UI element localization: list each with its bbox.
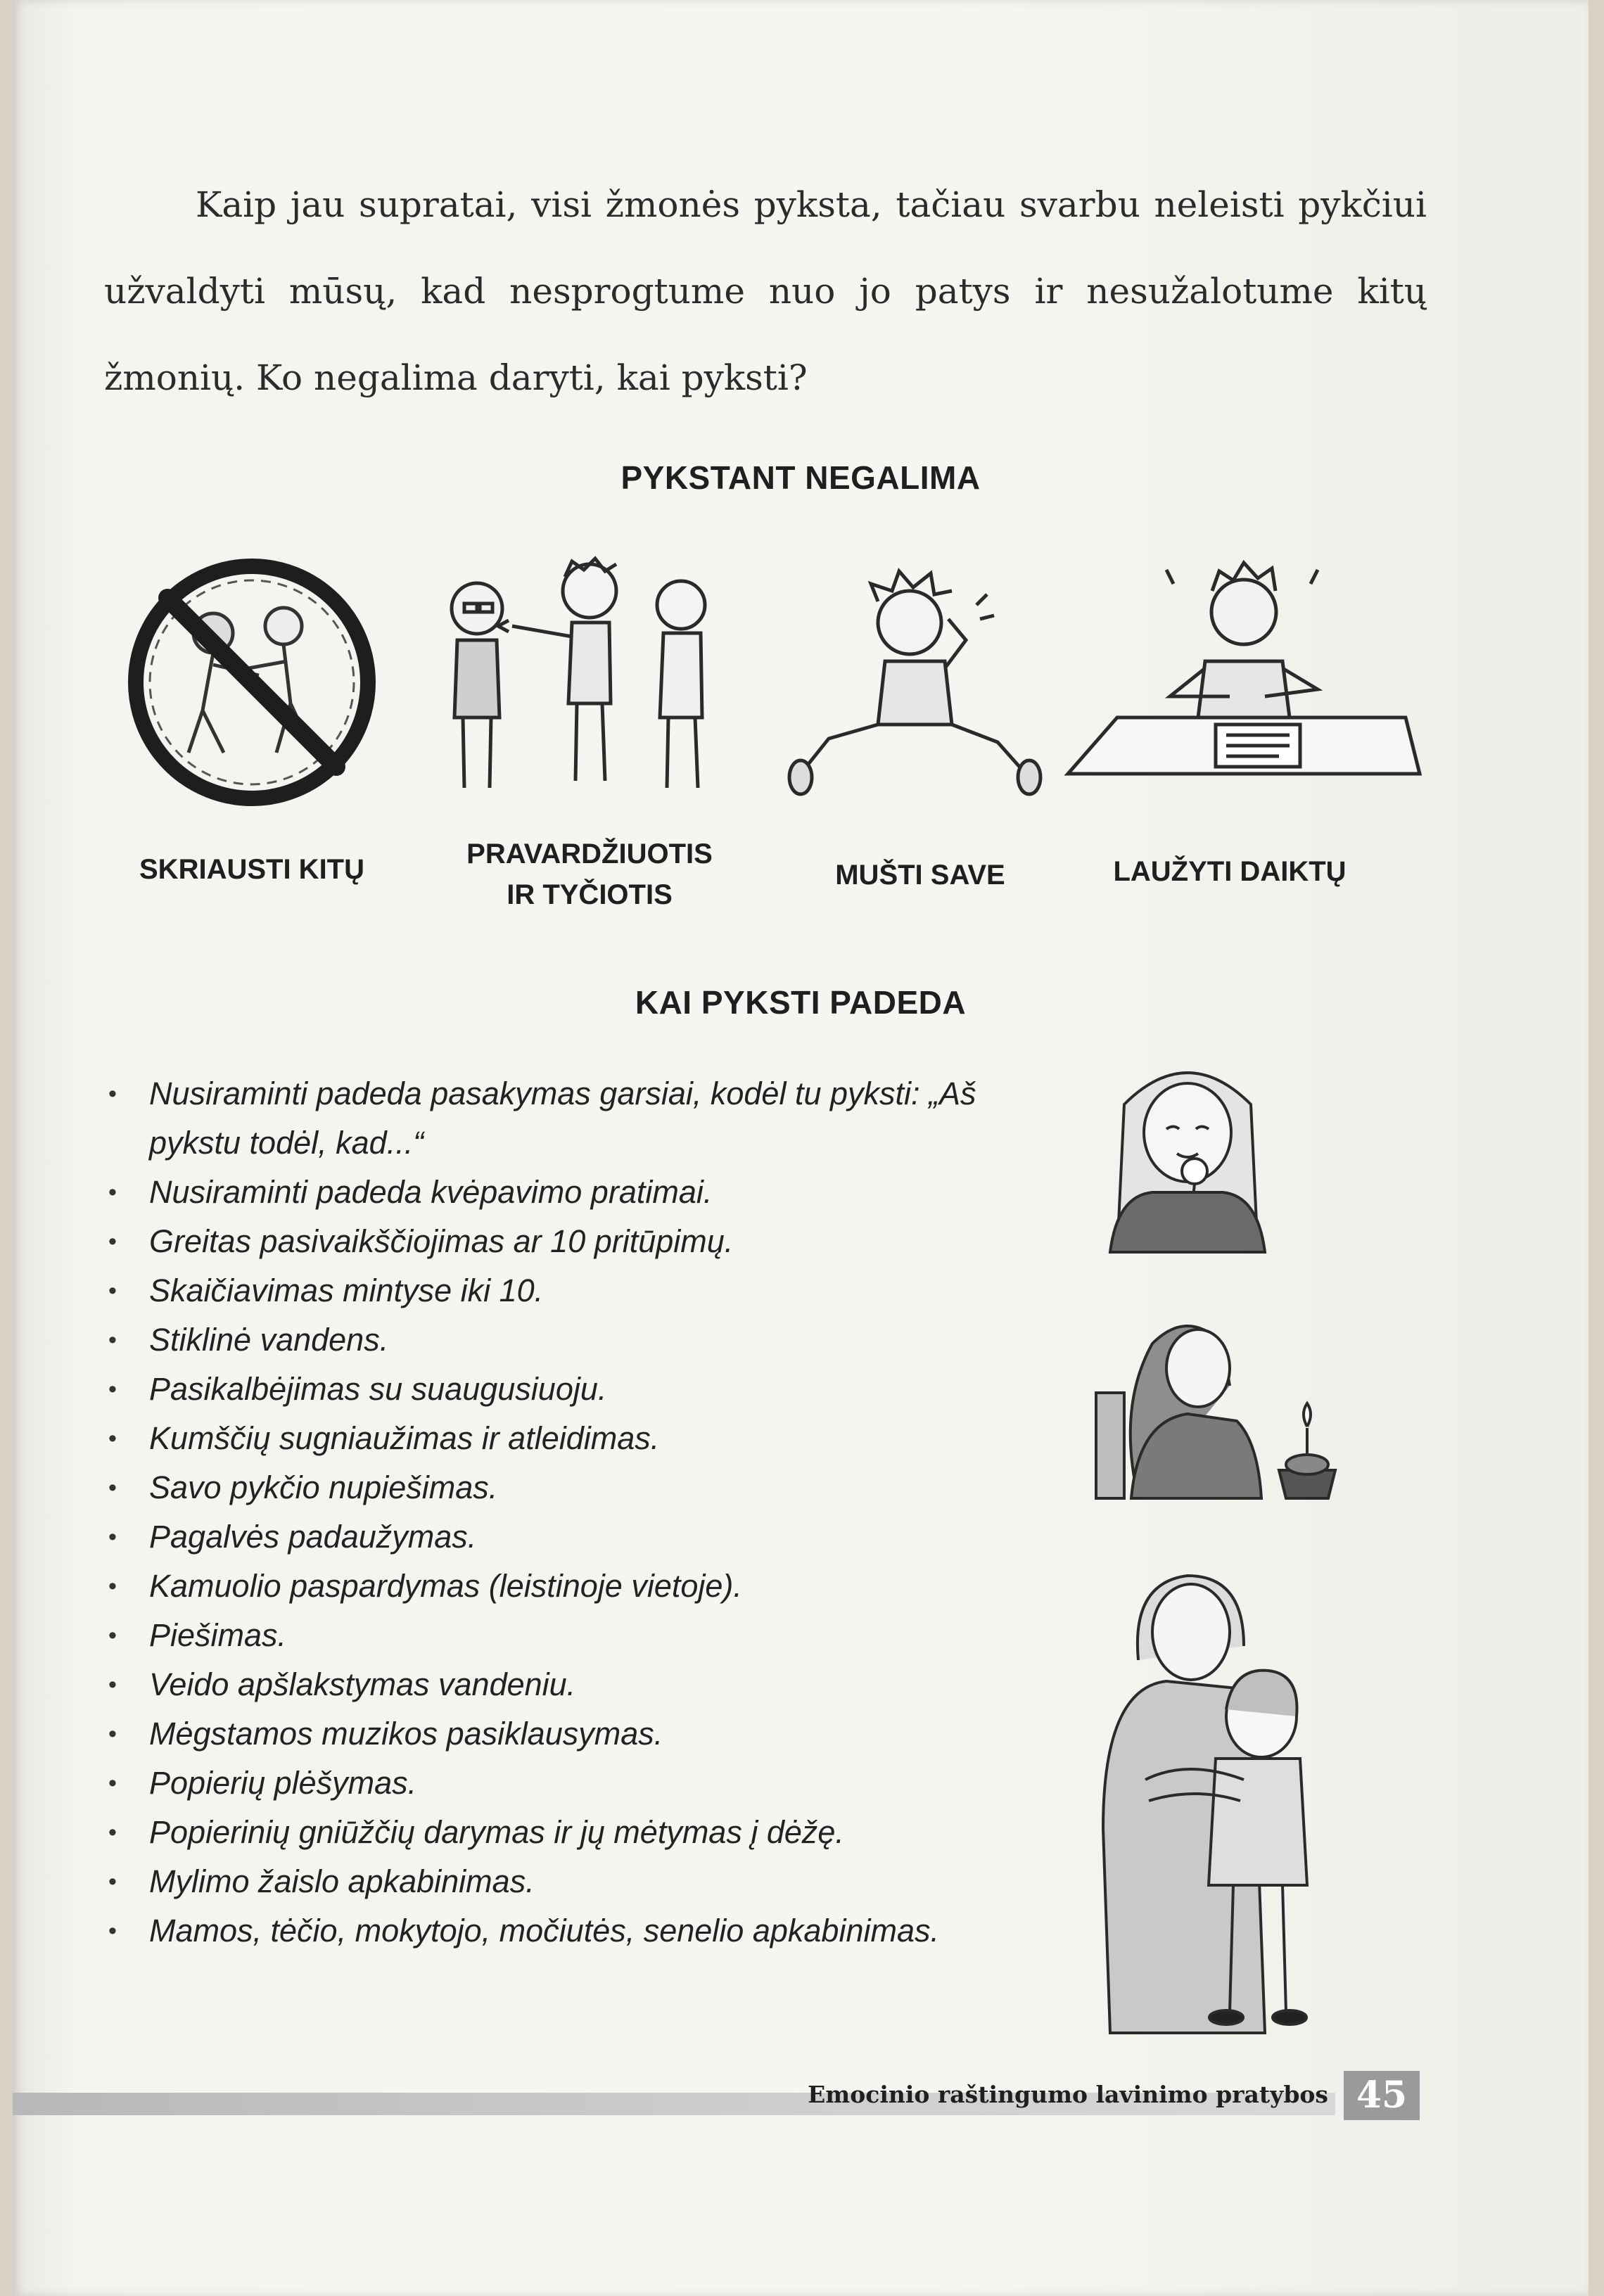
- list-item: [104, 1512, 984, 1562]
- list-item-text: Nusiraminti padeda pasakymas garsiai, kodėl tu pyksti: „Aš pykstu todėl, kad...“: [149, 1076, 976, 1161]
- list-item: [104, 1906, 984, 1956]
- bullet-icon: •: [108, 1671, 117, 1698]
- list-item: [104, 1611, 984, 1660]
- list-item: [104, 1266, 984, 1315]
- calming-tips-list: [104, 1069, 984, 1956]
- bullet-icon: •: [108, 1228, 117, 1255]
- list-item-text: Mėgstamos muzikos pasiklausymas.: [149, 1716, 663, 1752]
- list-item-text: Mylimo žaislo apkabinimas.: [149, 1863, 535, 1899]
- list-item-text: Kumščių sugniaužimas ir atleidimas.: [149, 1420, 660, 1456]
- list-item: [104, 1808, 984, 1857]
- section-title-prohibited: PYKSTANT NEGALIMA: [620, 459, 981, 496]
- list-item: [104, 1709, 984, 1759]
- list-item-text: Nusiraminti padeda kvėpavimo pratimai.: [149, 1174, 713, 1210]
- bullet-icon: •: [108, 1819, 117, 1846]
- bullet-icon: •: [108, 1622, 117, 1649]
- list-item-text: Savo pykčio nupiešimas.: [149, 1469, 498, 1505]
- list-item-text: Skaičiavimas mintyse iki 10.: [149, 1273, 544, 1308]
- caption-teasing-line2: IR TYČIOTIS: [507, 879, 673, 910]
- bullet-icon: •: [108, 1721, 117, 1747]
- breaking-things-illustration: [1054, 556, 1434, 795]
- bullet-icon: •: [108, 1770, 117, 1797]
- list-item-text: Pasikalbėjimas su suaugusiuoju.: [149, 1371, 607, 1407]
- caption-teasing: [417, 834, 762, 915]
- caption-hurting-others: SKRIAUSTI KITŲ: [139, 854, 364, 885]
- list-item-text: Piešimas.: [149, 1617, 287, 1653]
- list-item: [104, 1463, 984, 1512]
- bullet-icon: •: [108, 1080, 117, 1107]
- bullet-icon: •: [108, 1918, 117, 1944]
- bullet-icon: •: [108, 1376, 117, 1403]
- list-item: [104, 1857, 984, 1906]
- caption-hitting-self: MUŠTI SAVE: [835, 860, 1005, 891]
- list-item: [104, 1315, 984, 1365]
- list-item: [104, 1365, 984, 1414]
- list-item: [104, 1660, 984, 1709]
- footer-title: Emocinio raštingumo lavinimo pratybos: [808, 2081, 1328, 2108]
- no-hurting-others-icon: [118, 549, 386, 816]
- list-item-text: Mamos, tėčio, mokytojo, močiutės, senelio apkabinimas.: [149, 1913, 939, 1949]
- list-item: [104, 1069, 984, 1168]
- bullet-icon: •: [108, 1573, 117, 1600]
- page-number: 45: [1344, 2071, 1420, 2120]
- list-item-text: Veido apšlakstymas vandeniu.: [149, 1666, 576, 1702]
- list-item: [104, 1414, 984, 1463]
- list-item: [104, 1562, 984, 1611]
- list-item-text: Popierinių gniūžčių darymas ir jų mėtymas į dėžę.: [149, 1814, 844, 1850]
- caption-teasing-line1: PRAVARDŽIUOTIS: [466, 838, 713, 869]
- girl-with-candle-illustration: [1089, 1301, 1356, 1512]
- hitting-self-illustration: [787, 563, 1054, 802]
- section-title-helps: KAI PYKSTI PADEDA: [635, 984, 967, 1021]
- list-item: [104, 1168, 984, 1217]
- bullet-icon: •: [108, 1179, 117, 1206]
- intro-paragraph: Kaip jau supratai, visi žmonės pyksta, tačiau svarbu neleisti pykčiui užvaldyti mūsų, kad nesprogtume nuo jo patys ir nesužalotume kitų žmonių. Ko negalima daryti, kai pyksti?: [104, 184, 1427, 398]
- bullet-icon: •: [108, 1277, 117, 1304]
- bullet-icon: •: [108, 1425, 117, 1452]
- teasing-children-illustration: [421, 556, 758, 809]
- list-item: [104, 1759, 984, 1808]
- bullet-icon: •: [108, 1327, 117, 1353]
- list-item-text: Pagalvės padaužymas.: [149, 1519, 477, 1555]
- girl-smelling-flower-illustration: [1096, 1048, 1279, 1259]
- mother-hugging-child-illustration: [1082, 1548, 1363, 2040]
- list-item-text: Greitas pasivaikščiojimas ar 10 pritūpimų.: [149, 1223, 734, 1259]
- bullet-icon: •: [108, 1524, 117, 1550]
- caption-breaking-things: LAUŽYTI DAIKTŲ: [1113, 856, 1347, 887]
- workbook-page: [13, 0, 1589, 2296]
- list-item-text: Kamuolio paspardymas (leistinoje vietoje).: [149, 1568, 742, 1604]
- bullet-icon: •: [108, 1474, 117, 1501]
- list-item-text: Stiklinė vandens.: [149, 1322, 389, 1358]
- bullet-icon: •: [108, 1868, 117, 1895]
- list-item-text: Popierių plėšymas.: [149, 1765, 417, 1801]
- list-item: [104, 1217, 984, 1266]
